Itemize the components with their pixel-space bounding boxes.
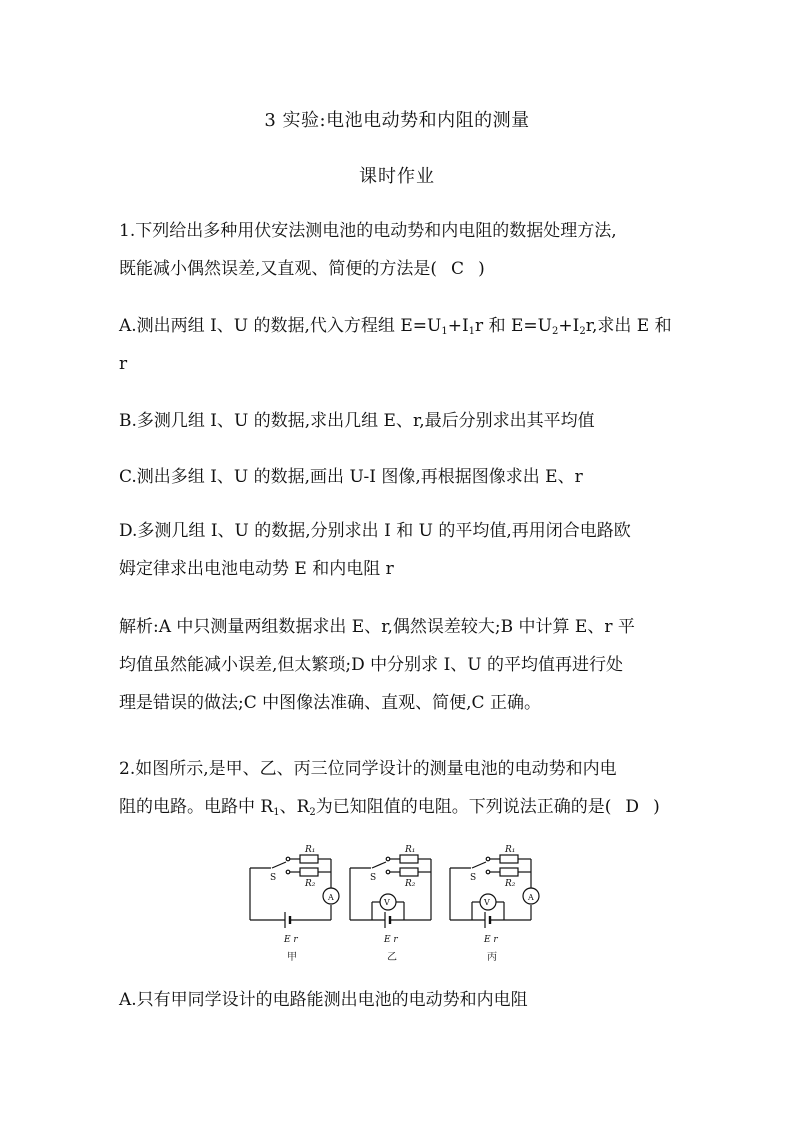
label-s-bing: S	[470, 873, 477, 883]
label-r2-yi: R₂	[405, 879, 416, 889]
caption-yi: 乙	[387, 952, 397, 963]
label-er-yi: E r	[384, 935, 398, 945]
q1-stem-line-2	[119, 250, 679, 288]
q1-option-b: B.多测几组 I、U 的数据,求出几组 E、r,最后分别求出其平均值	[119, 411, 595, 431]
q2-stem-text-2: 、R	[279, 797, 310, 817]
subscript: 1	[468, 326, 476, 337]
q1-option-a-text-3: r 和 E=U	[475, 316, 552, 336]
q1-analysis	[119, 608, 679, 722]
page-subtitle: 课时作业	[359, 166, 435, 187]
circuit-diagrams-svg	[240, 838, 560, 968]
q1-option-d	[119, 512, 679, 588]
subscript: 1	[441, 326, 448, 337]
q1-option-d-line-1: D.多测几组 I、U 的数据,分别求出 I 和 U 的平均值,再用闭合电路欧	[119, 521, 631, 541]
q2-answer: D	[625, 797, 640, 817]
q1-option-a-text-2: +I	[447, 316, 469, 336]
q1-analysis-line-3: 理是错误的做法;C 中图像法准确、直观、简便,C 正确。	[119, 693, 541, 713]
caption-bing: 丙	[487, 952, 497, 963]
q1-answer: C	[451, 259, 465, 279]
circuit-diagrams-figure	[240, 838, 560, 968]
circuit-bing	[450, 855, 539, 928]
q1-analysis-line-2: 均值虽然能减小误差,但太繁琐;D 中分别求 I、U 的平均值再进行处	[119, 655, 624, 675]
q2-stem-line-1: 2.如图所示,是甲、乙、丙三位同学设计的测量电池的电动势和内电	[119, 759, 617, 779]
q1-option-a-text-4: +I	[558, 316, 580, 336]
question-1	[119, 212, 679, 288]
q1-option-c: C.测出多组 I、U 的数据,画出 U-I 图像,再根据图像求出 E、r	[119, 467, 583, 487]
page-title: 3 实验:电池电动势和内阻的测量	[264, 110, 530, 131]
subscript: 2	[551, 326, 559, 337]
q1-option-a-line-1	[119, 307, 679, 345]
subscript: 1	[273, 807, 280, 818]
q1-analysis-line-1: 解析:A 中只测量两组数据求出 E、r,偶然误差较大;B 中计算 E、r 平	[119, 617, 635, 637]
label-r2-jia: R₂	[305, 879, 316, 889]
q2-stem-text-1: 阻的电路。电路中 R	[119, 797, 274, 817]
q1-option-a-text-1: A.测出两组 I、U 的数据,代入方程组 E=U	[119, 316, 442, 336]
q1-option-a	[119, 307, 679, 383]
voltmeter-icon: V	[484, 898, 490, 907]
label-r1-bing: R₁	[505, 845, 516, 855]
q2-stem-text-3: 为已知阻值的电阻。下列说法正确的是(	[315, 797, 612, 817]
q1-stem-close: )	[478, 259, 485, 279]
subscript: 2	[309, 807, 316, 818]
ammeter-icon: A	[328, 893, 334, 902]
q1-stem-text: 既能减小偶然误差,又直观、简便的方法是(	[119, 259, 438, 279]
q1-stem-line-1: 1.下列给出多种用伏安法测电池的电动势和内电阻的数据处理方法,	[119, 221, 617, 241]
voltmeter-icon: V	[384, 898, 390, 907]
subscript: 2	[579, 326, 586, 337]
question-2	[119, 750, 679, 826]
label-er-jia: E r	[284, 935, 298, 945]
label-r1-jia: R₁	[305, 845, 316, 855]
circuit-jia	[250, 855, 339, 928]
label-r1-yi: R₁	[405, 845, 416, 855]
label-er-bing: E r	[484, 935, 498, 945]
label-r2-bing: R₂	[505, 879, 516, 889]
q1-option-a-text-5: r,求出 E 和	[585, 316, 672, 336]
q1-option-d-line-2: 姆定律求出电池电动势 E 和内电阻 r	[119, 559, 394, 579]
ammeter-icon: A	[528, 893, 534, 902]
circuit-yi	[350, 855, 431, 928]
q2-stem-close: )	[653, 797, 660, 817]
q2-option-a: A.只有甲同学设计的电路能测出电池的电动势和内电阻	[119, 990, 528, 1010]
caption-jia: 甲	[287, 952, 297, 963]
label-s-yi: S	[370, 873, 377, 883]
q1-option-a-line-2: r	[119, 354, 128, 374]
q2-stem-line-2	[119, 788, 679, 826]
label-s-jia: S	[270, 873, 277, 883]
